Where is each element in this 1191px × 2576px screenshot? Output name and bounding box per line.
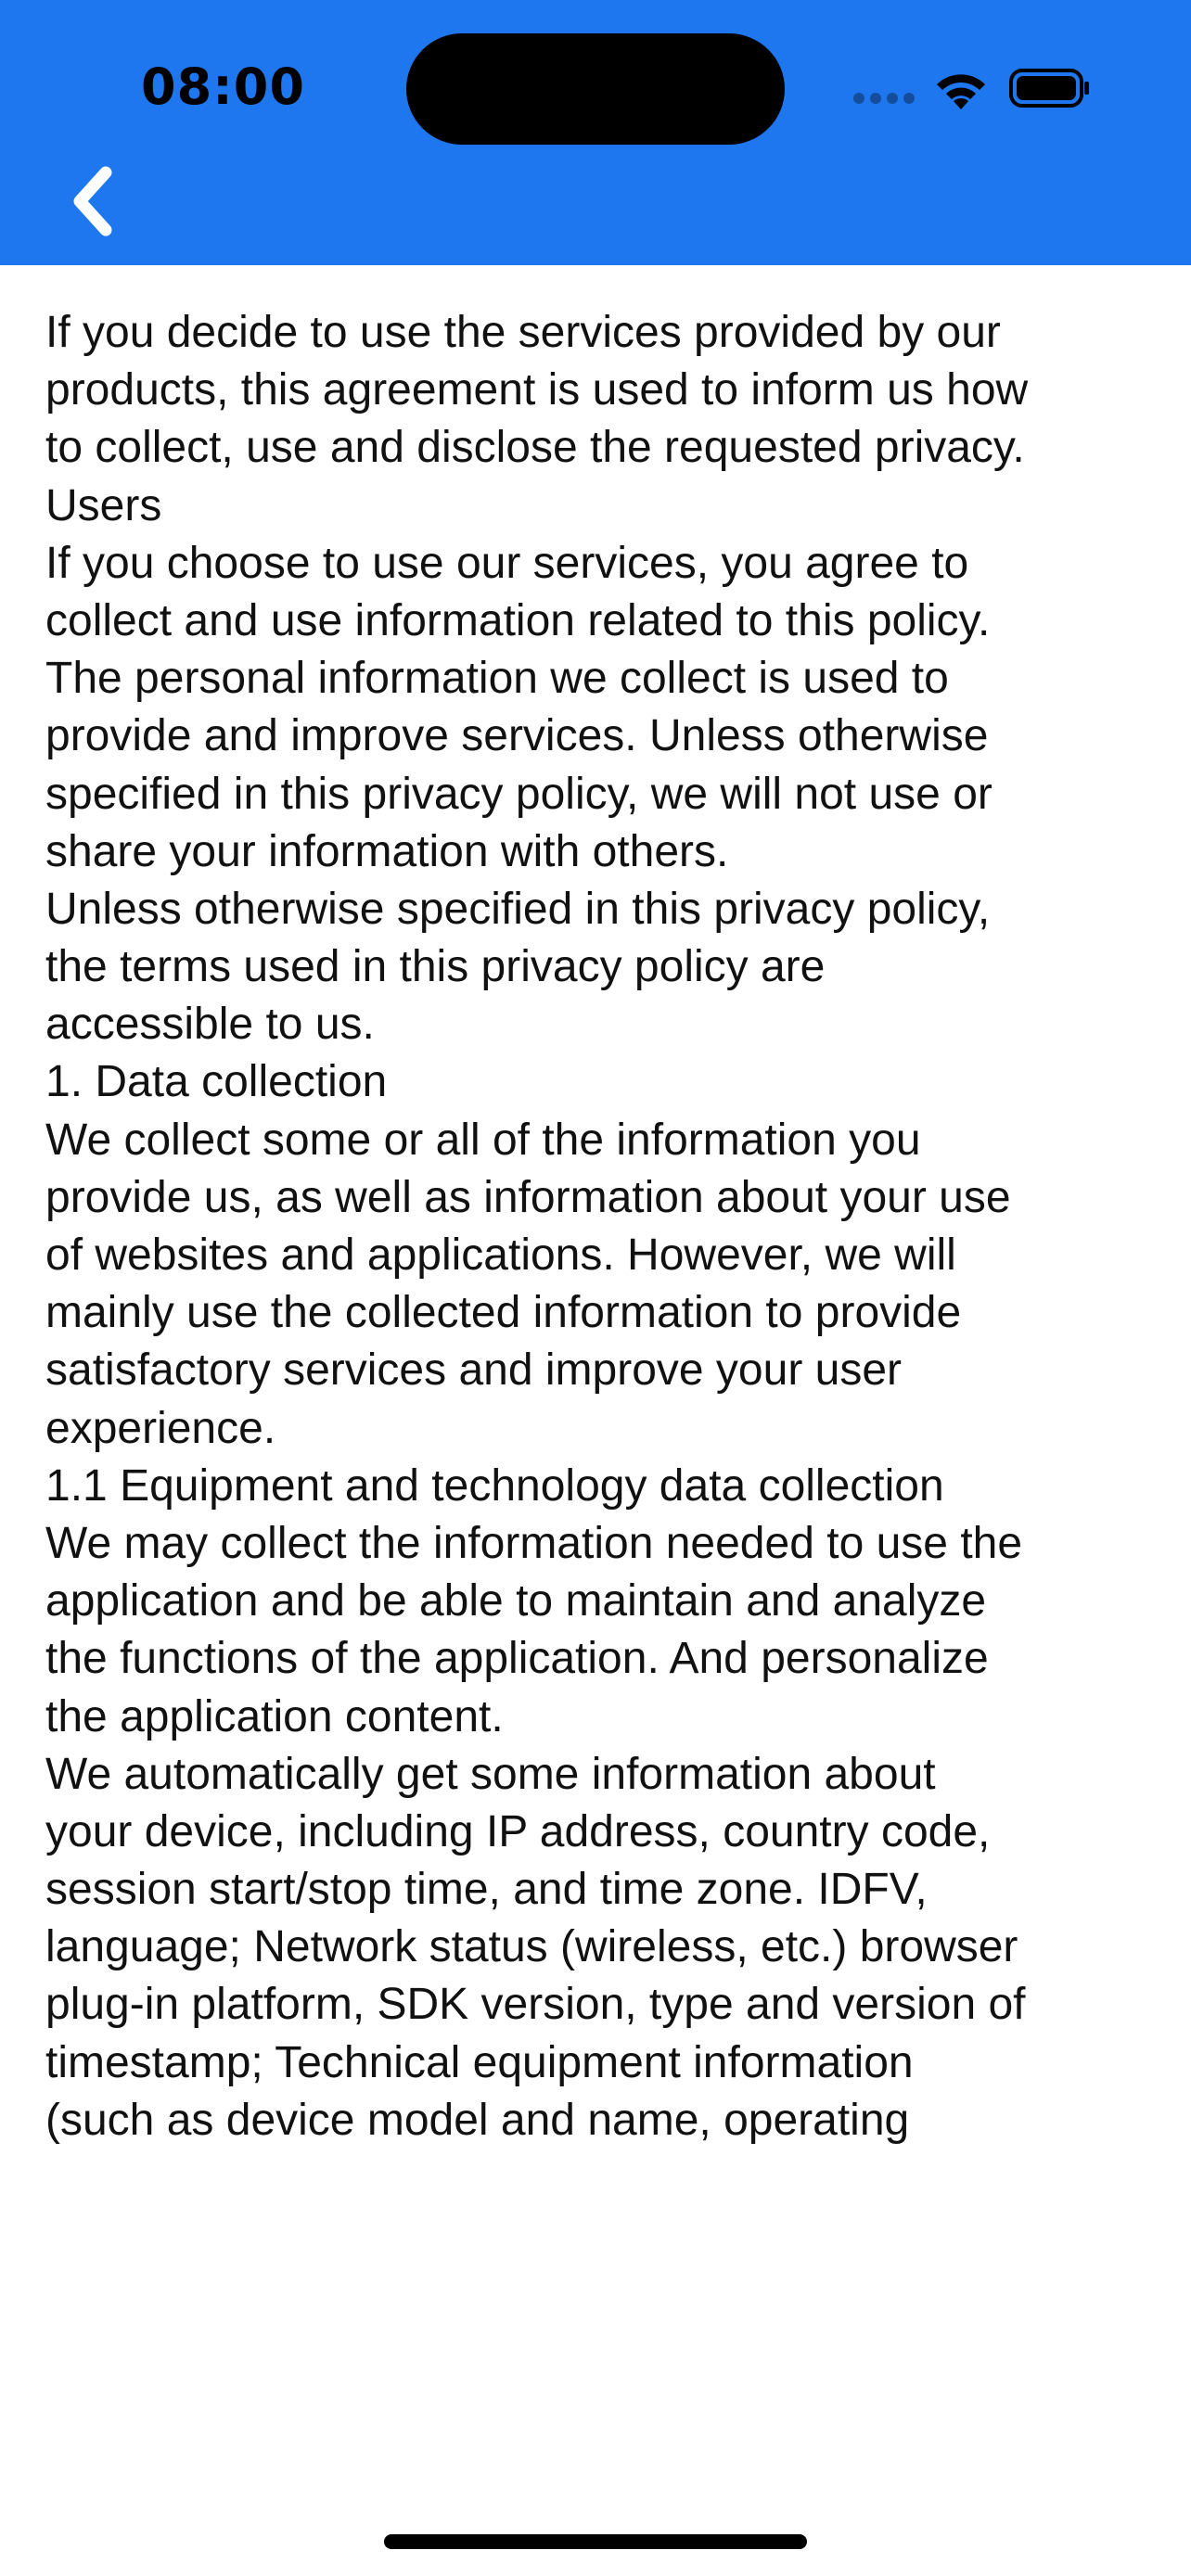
policy-line: of websites and applications. However, we will <box>45 1231 956 1280</box>
policy-line: experience. <box>45 1403 276 1453</box>
wifi-icon <box>931 69 991 111</box>
policy-line: If you decide to use the services provided by our <box>45 308 1001 357</box>
policy-line: We collect some or all of the information you <box>45 1115 921 1165</box>
dynamic-island <box>406 33 785 145</box>
chevron-left-icon <box>80 172 106 230</box>
signal-dots-icon <box>853 93 915 104</box>
policy-line: session start/stop time, and time zone. IDFV, <box>45 1865 928 1915</box>
policy-line: to collect, use and disclose the requested privacy. <box>45 423 1025 473</box>
policy-text <box>45 304 1159 2159</box>
navigation-header <box>0 0 1191 265</box>
policy-line: satisfactory services and improve your user <box>45 1345 903 1396</box>
policy-line: plug-in platform, SDK version, type and version of <box>45 1980 1026 2030</box>
policy-line: mainly use the collected information to provide <box>45 1288 962 1338</box>
policy-line: the functions of the application. And personalize <box>45 1634 989 1684</box>
policy-line: language; Network status (wireless, etc.) browser <box>45 1922 1018 1972</box>
policy-line: provide and improve services. Unless otherwise <box>45 711 989 761</box>
policy-line: The personal information we collect is used to <box>45 654 949 704</box>
policy-line: the terms used in this privacy policy are <box>45 942 826 992</box>
policy-line: We automatically get some information about <box>45 1749 936 1799</box>
policy-line: collect and use information related to this policy. <box>45 595 991 645</box>
status-time: 08:00 <box>141 57 305 116</box>
policy-line: application and be able to maintain and analyze <box>45 1576 987 1626</box>
battery-icon <box>1009 69 1091 108</box>
home-indicator[interactable] <box>384 2534 807 2549</box>
policy-line: accessible to us. <box>45 1000 375 1050</box>
policy-line: share your information with others. <box>45 826 729 876</box>
policy-line: If you choose to use our services, you agree to <box>45 538 969 588</box>
policy-line: your device, including IP address, country code, <box>45 1806 991 1856</box>
policy-line: provide us, as well as information about your use <box>45 1172 1011 1222</box>
policy-line: Users <box>45 480 162 530</box>
policy-line: timestamp; Technical equipment information <box>45 2037 914 2087</box>
policy-line: (such as device model and name, operating <box>45 2095 910 2145</box>
policy-line: specified in this privacy policy, we will not use or <box>45 769 992 819</box>
policy-line: Unless otherwise specified in this privacy policy, <box>45 884 991 934</box>
back-button[interactable] <box>59 159 128 243</box>
policy-line: We may collect the information needed to use the <box>45 1518 1023 1568</box>
policy-line: 1. Data collection <box>45 1057 388 1107</box>
policy-line: the application content. <box>45 1691 504 1741</box>
policy-line: products, this agreement is used to inform us how <box>45 365 1029 415</box>
policy-line: 1.1 Equipment and technology data collection <box>45 1460 944 1511</box>
policy-content[interactable] <box>0 265 1191 2166</box>
